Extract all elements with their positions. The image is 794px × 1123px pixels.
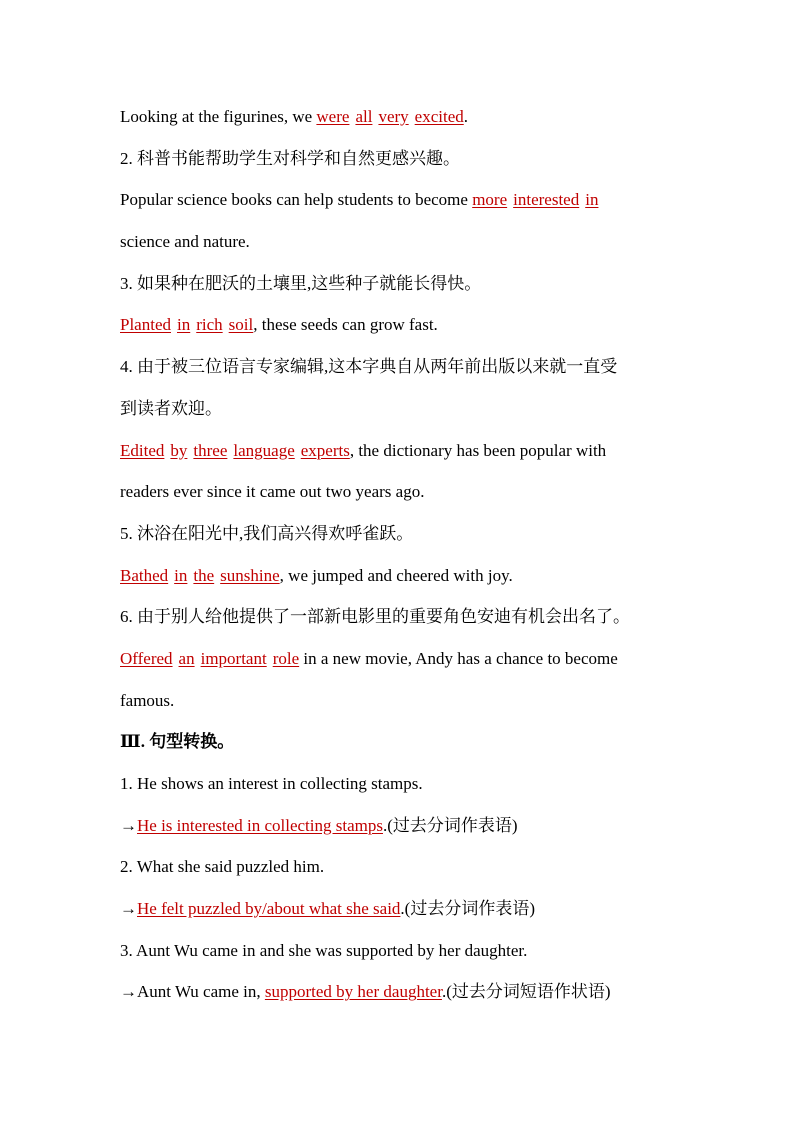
- question-6-chinese: 6. 由于别人给他提供了一部新电影里的重要角色安迪有机会出名了。: [120, 607, 630, 627]
- answer-word: in: [174, 565, 188, 585]
- transform-2-question: 2. What she said puzzled him.: [120, 857, 325, 877]
- answer-text: supported by her daughter: [264, 982, 442, 1002]
- answer-word: language: [233, 440, 295, 460]
- answer-word: by: [170, 440, 188, 460]
- answer-word: sunshine: [220, 565, 280, 585]
- text: Popular science books can help students to become: [120, 190, 473, 210]
- answer-word: very: [378, 107, 409, 126]
- answer-line-4-cont: readers ever since it came out two years ago.: [120, 482, 425, 502]
- section-3-title: Ⅲ. 句型转换。: [120, 732, 235, 752]
- answer-word: three: [193, 440, 228, 460]
- note-text: .(过去分词短语作状语): [441, 982, 611, 1002]
- answer-word: Bathed: [120, 565, 169, 585]
- transform-3-question: 3. Aunt Wu came in and she was supported by her daughter.: [120, 940, 528, 960]
- answer-word: were: [316, 107, 350, 126]
- text: .: [463, 107, 468, 126]
- answer-line-3: [120, 304, 676, 346]
- answer-word: all: [355, 107, 373, 126]
- answer-word: soil: [228, 315, 254, 335]
- note-text: .(过去分词作表语): [400, 899, 535, 919]
- answer-word: in: [177, 315, 191, 335]
- answer-line-1: [120, 96, 676, 138]
- answer-word: more: [472, 190, 508, 210]
- question-5-chinese: 5. 沐浴在阳光中,我们高兴得欢呼雀跃。: [120, 523, 414, 543]
- text: , the dictionary has been popular with: [349, 440, 607, 460]
- text: , these seeds can grow fast.: [253, 315, 438, 335]
- text: , we jumped and cheered with joy.: [279, 565, 513, 585]
- answer-line-6-cont: famous.: [120, 690, 175, 710]
- answer-word: rich: [196, 315, 223, 335]
- answer-line-2: [120, 179, 676, 221]
- text: Looking at the figurines, we: [120, 107, 317, 126]
- document-page: [120, 96, 676, 1013]
- answer-word: Offered: [120, 648, 173, 668]
- answer-word: Planted: [120, 315, 171, 335]
- arrow-icon: →: [120, 815, 137, 835]
- answer-word: interested: [513, 190, 580, 210]
- answer-text: He is interested in collecting stamps: [137, 815, 383, 835]
- answer-word: the: [193, 565, 215, 585]
- answer-word: important: [200, 648, 267, 668]
- text: in a new movie, Andy has a chance to become: [299, 648, 618, 668]
- question-4-chinese-1: 4. 由于被三位语言专家编辑,这本字典自从两年前出版以来就一直受: [120, 357, 618, 377]
- transform-1-answer: [120, 805, 676, 847]
- answer-line-5: [120, 555, 676, 597]
- answer-word: experts: [300, 440, 350, 460]
- arrow-icon: →: [120, 899, 137, 919]
- answer-line-6: [120, 638, 676, 680]
- note-text: .(过去分词作表语): [382, 815, 518, 835]
- question-3-chinese: 3. 如果种在肥沃的土壤里,这些种子就能长得快。: [120, 273, 482, 293]
- answer-text: He felt puzzled by/about what she said: [137, 899, 401, 919]
- question-4-chinese-2: 到读者欢迎。: [120, 398, 222, 418]
- answer-word: excited: [414, 107, 464, 126]
- transform-1-question: 1. He shows an interest in collecting stamps.: [120, 774, 423, 793]
- transform-2-answer: [120, 888, 676, 930]
- answer-line-2-cont: science and nature.: [120, 232, 250, 252]
- answer-line-4: [120, 430, 676, 472]
- answer-word: in: [585, 190, 599, 210]
- transform-3-answer: [120, 971, 676, 1013]
- text: →Aunt Wu came in,: [120, 982, 265, 1002]
- answer-word: an: [178, 648, 195, 668]
- answer-word: role: [272, 648, 300, 668]
- question-2-chinese: 2. 科普书能帮助学生对科学和自然更感兴趣。: [120, 148, 460, 168]
- answer-word: Edited: [120, 440, 165, 460]
